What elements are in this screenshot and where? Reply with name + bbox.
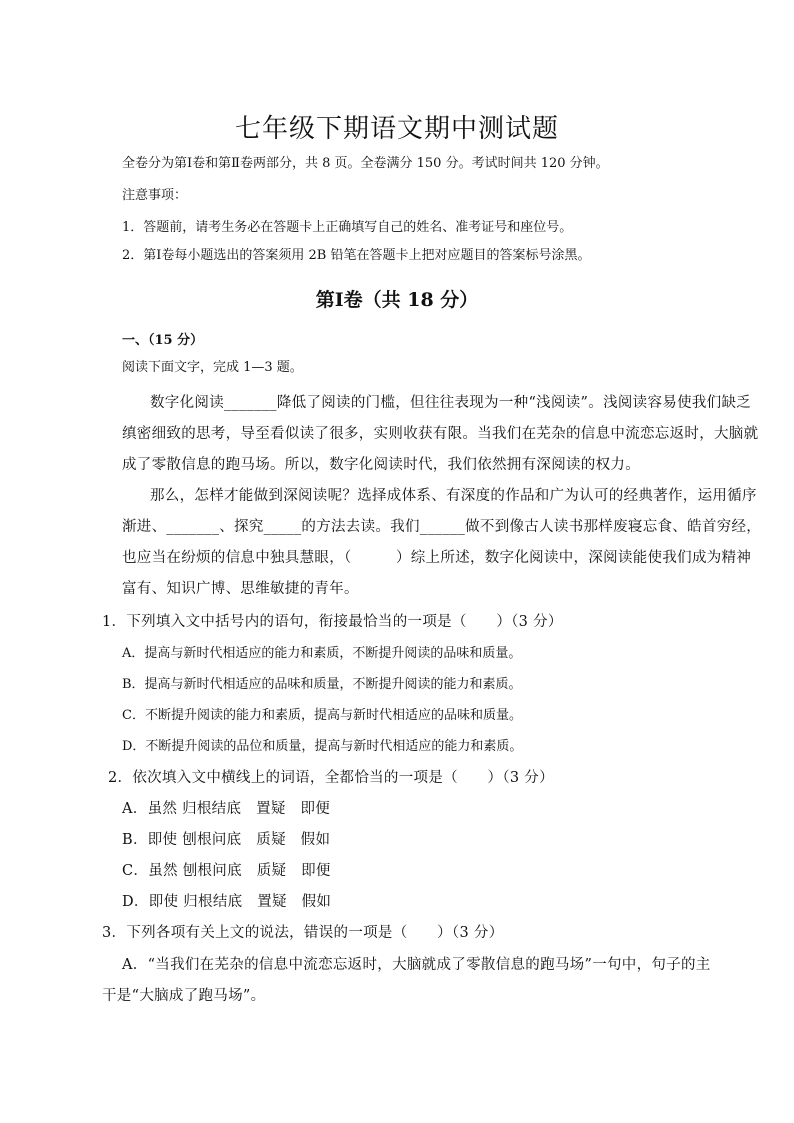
question-option: D．即使 归根结底 置疑 假如 [122, 894, 332, 910]
passage-line: 缜密细致的思考，导至看似读了很多，实则收获有限。当我们在芜杂的信息中流恋忘返时，大脑就 [122, 426, 759, 442]
passage-line: 也应当在纷烦的信息中独具慧眼，（ ）综上所述，数字化阅读中，深阅读能使我们成为精神 [122, 550, 752, 566]
question-option: D．不断提升阅读的品位和质量，提高与新时代相适应的能力和素质。 [122, 739, 523, 754]
note-item: 2．第Ⅰ卷每小题选出的答案须用 2B 铅笔在答题卡上把对应题目的答案标号涂黑。 [122, 248, 591, 263]
question-option: C．虽然 刨根问底 质疑 即便 [122, 863, 331, 879]
passage-line: 数字化阅读_______降低了阅读的门槛，但往往表现为一种“浅阅读”。浅阅读容易使我们缺乏 [150, 395, 752, 411]
exam-intro: 全卷分为第Ⅰ卷和第Ⅱ卷两部分，共 8 页。全卷满分 150 分。考试时间共 120 分钟。 [122, 156, 609, 171]
passage-line: 渐进、_______、探究_____的方法去读。我们______做不到像古人读书那样废寝忘食、皓首穷经， [122, 519, 762, 535]
passage-line: 那么，怎样才能做到深阅读呢？选择成体系、有深度的作品和广为认可的经典著作，运用循序 [150, 488, 757, 504]
passage-line: 成了零散信息的跑马场。所以，数字化阅读时代，我们依然拥有深阅读的权力。 [122, 457, 640, 473]
notes-label: 注意事项： [122, 188, 188, 203]
section-title: 第Ⅰ卷（共 18 分） [315, 289, 479, 311]
question-option: B．即使 刨根问底 质疑 假如 [122, 832, 331, 848]
question-option: A．提高与新时代相适应的能力和素质，不断提升阅读的品味和质量。 [122, 646, 522, 661]
question-option: 干是“大脑成了跑马场”。 [102, 988, 266, 1004]
exam-title: 七年级下期语文期中测试题 [234, 114, 559, 144]
question-stem: 3．下列各项有关上文的说法，错误的一项是（ ）（3 分） [102, 925, 504, 941]
passage-line: 富有、知识广博、思维敏捷的青年。 [122, 581, 359, 597]
note-item: 1．答题前，请考生务必在答题卡上正确填写自己的姓名、准考证号和座位号。 [122, 220, 573, 235]
part-label: 一、（15 分） [122, 333, 204, 348]
question-option: B．提高与新时代相适应的品味和质量，不断提升阅读的能力和素质。 [122, 677, 522, 692]
question-stem: 1．下列填入文中括号内的语句，衔接最恰当的一项是（ ）（3 分） [102, 614, 563, 630]
reading-instruction: 阅读下面文字，完成 1—3 题。 [122, 360, 303, 375]
question-option: A．“当我们在芜杂的信息中流恋忘返时，大脑就成了零散信息的跑马场”一句中，句子的主 [122, 957, 711, 973]
question-stem: 2．依次填入文中横线上的词语，全都恰当的一项是（ ）（3 分） [108, 770, 554, 786]
question-option: A．虽然 归根结底 置疑 即便 [122, 801, 331, 817]
question-option: C．不断提升阅读的能力和素质，提高与新时代相适应的品味和质量。 [122, 708, 522, 723]
